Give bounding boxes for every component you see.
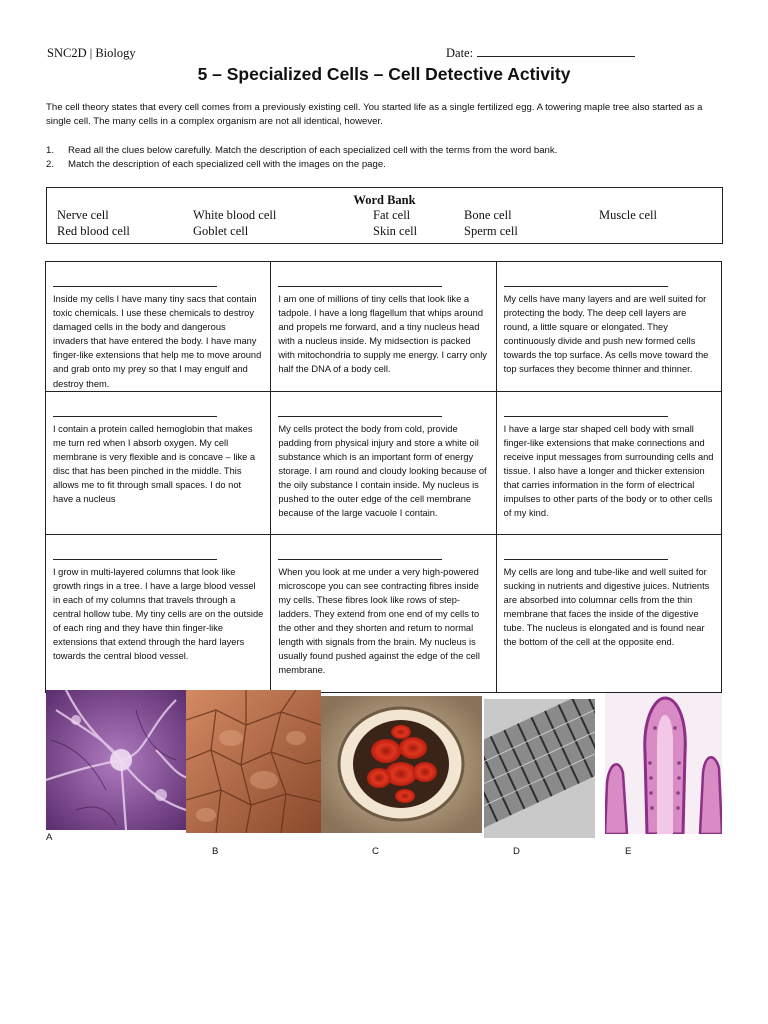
word-bank-title: Word Bank xyxy=(353,193,416,207)
image-label-e: E xyxy=(625,846,632,857)
instructions-list xyxy=(46,144,726,172)
image-label-a: A xyxy=(46,832,53,843)
answer-blank[interactable] xyxy=(278,405,442,417)
answer-blank[interactable] xyxy=(504,275,668,287)
micrograph-image-d xyxy=(484,699,595,838)
date-field xyxy=(446,46,635,61)
micrograph-image-b xyxy=(186,690,321,833)
answer-blank[interactable] xyxy=(504,548,668,560)
clue-cell xyxy=(46,391,271,534)
answer-blank[interactable] xyxy=(278,548,442,560)
instruction-number: 1. xyxy=(46,145,55,156)
clue-text: I contain a protein called hemoglobin that makes me turn red when I absorb oxygen. My cell membrane is very flexible and is concave – like a disc that has been pinched in the middle. This allows me to fit through small spaces. I do not have a nucleus xyxy=(53,423,256,505)
clue-cell xyxy=(46,262,271,392)
image-label-c: C xyxy=(372,846,379,857)
clue-cell xyxy=(271,391,496,534)
clue-text: Inside my cells I have many tiny sacs that contain toxic chemicals. I use these chemicals to destroy damaged cells in the body and dangerous invaders that have entered the body. I have many finger-like extensions that help me to move around and grab onto my prey so that I may engulf and destroy them. xyxy=(53,294,262,389)
micrograph-image-c xyxy=(321,696,482,833)
micrograph-image-e xyxy=(605,693,722,834)
clue-cell xyxy=(46,534,271,692)
word-bank-term: Nerve cell xyxy=(57,208,109,222)
clue-cell xyxy=(271,534,496,692)
date-blank-line xyxy=(477,46,635,57)
clue-text: I have a large star shaped cell body with small finger-like extensions that make connections and receive input messages from surrounding cells and tissue. I also have a longer and thicker extension that carries information in the form of electrical impulses to other parts of the body or to other cells of my kind. xyxy=(503,423,714,519)
date-label: Date: xyxy=(446,46,474,60)
clue-cell xyxy=(496,262,721,392)
word-bank-term: Bone cell xyxy=(464,208,512,222)
word-bank-box xyxy=(46,187,723,244)
word-bank-term: Red blood cell xyxy=(57,224,130,238)
clue-cell xyxy=(496,391,721,534)
intro-paragraph: The cell theory states that every cell comes from a previously existing cell. You started life as a single fertilized egg. A towering maple tree also started as a single cell. The many cells in a complex organism are not all identical, however. xyxy=(46,102,703,127)
instruction-text: Match the description of each specialized cell with the images on the page. xyxy=(68,159,386,170)
answer-blank[interactable] xyxy=(53,405,217,417)
answer-blank[interactable] xyxy=(504,405,668,417)
clue-row xyxy=(46,391,722,534)
course-header: SNC2D | Biology xyxy=(47,46,136,60)
instruction-number: 2. xyxy=(46,159,55,170)
clue-text: My cells are long and tube-like and well suited for sucking in nutrients and digestive juices. Nutrients are absorbed into columnar cells from the thin membrane that faces the inside of the digestive tube. The nucleus is elongated and is found near the bottom of the cell at the opposite end. xyxy=(503,566,710,648)
answer-blank[interactable] xyxy=(53,548,217,560)
word-bank-term: Skin cell xyxy=(373,224,418,238)
instruction-item xyxy=(46,158,726,172)
clue-text: My cells have many layers and are well suited for protecting the body. The deep cell layers are round, a little square or elongated. They continuously divide and push new formed cells towards the top surface. As cells move toward the top surfaces they become thinner and thinner. xyxy=(503,294,709,375)
image-label-b: B xyxy=(212,846,219,857)
page-title: 5 – Specialized Cells – Cell Detective Activity xyxy=(197,64,571,84)
clue-row xyxy=(46,534,722,692)
clue-cell xyxy=(496,534,721,692)
clue-text: When you look at me under a very high-powered microscope you can see contracting fibres inside my cells. These fibres look like rows of step-ladders. They extend from one end of my cells to the other and they shorten and return to normal length with signals from the brain. My nucleus is usually found pushed against the edge of the cell membrane. xyxy=(278,566,480,676)
clue-table xyxy=(45,261,722,693)
answer-blank[interactable] xyxy=(53,275,217,287)
clue-text: I grow in multi-layered columns that look like growth rings in a tree. I have a large blood vessel in each of my columns that travels through a central hollow tube. My tiny cells are on the outside of each ring and they have thin finger-like extensions that extend through the hard layers towards the central blood vessel. xyxy=(53,566,264,662)
word-bank-term: Sperm cell xyxy=(464,224,518,238)
clue-row xyxy=(46,262,722,392)
clue-text: My cells protect the body from cold, provide padding from physical injury and store a white oil substance which is an important form of energy storage. I am round and cloudy looking because of the oily substance I contain inside. My nucleus is pushed to the outer edge of the cell membrane because of the large vacuole I contain. xyxy=(278,423,487,519)
word-bank-term: Muscle cell xyxy=(599,208,657,222)
image-label-d: D xyxy=(513,846,520,857)
micrograph-image-a xyxy=(46,690,188,830)
instruction-text: Read all the clues below carefully. Match the description of each specialized cell with the terms from the word bank. xyxy=(68,145,558,156)
clue-cell xyxy=(271,262,496,392)
answer-blank[interactable] xyxy=(278,275,442,287)
instruction-item xyxy=(46,144,726,158)
word-bank-term: Fat cell xyxy=(373,208,411,222)
word-bank-term: White blood cell xyxy=(193,208,277,222)
word-bank-term: Goblet cell xyxy=(193,224,249,238)
clue-text: I am one of millions of tiny cells that look like a tadpole. I have a long flagellum that whips around and propels me forward, and a tiny nucleus head with a nucleus inside. My midsection is packed with mitochondria to supply me energy. I carry only half the DNA of a body cell. xyxy=(278,294,487,375)
